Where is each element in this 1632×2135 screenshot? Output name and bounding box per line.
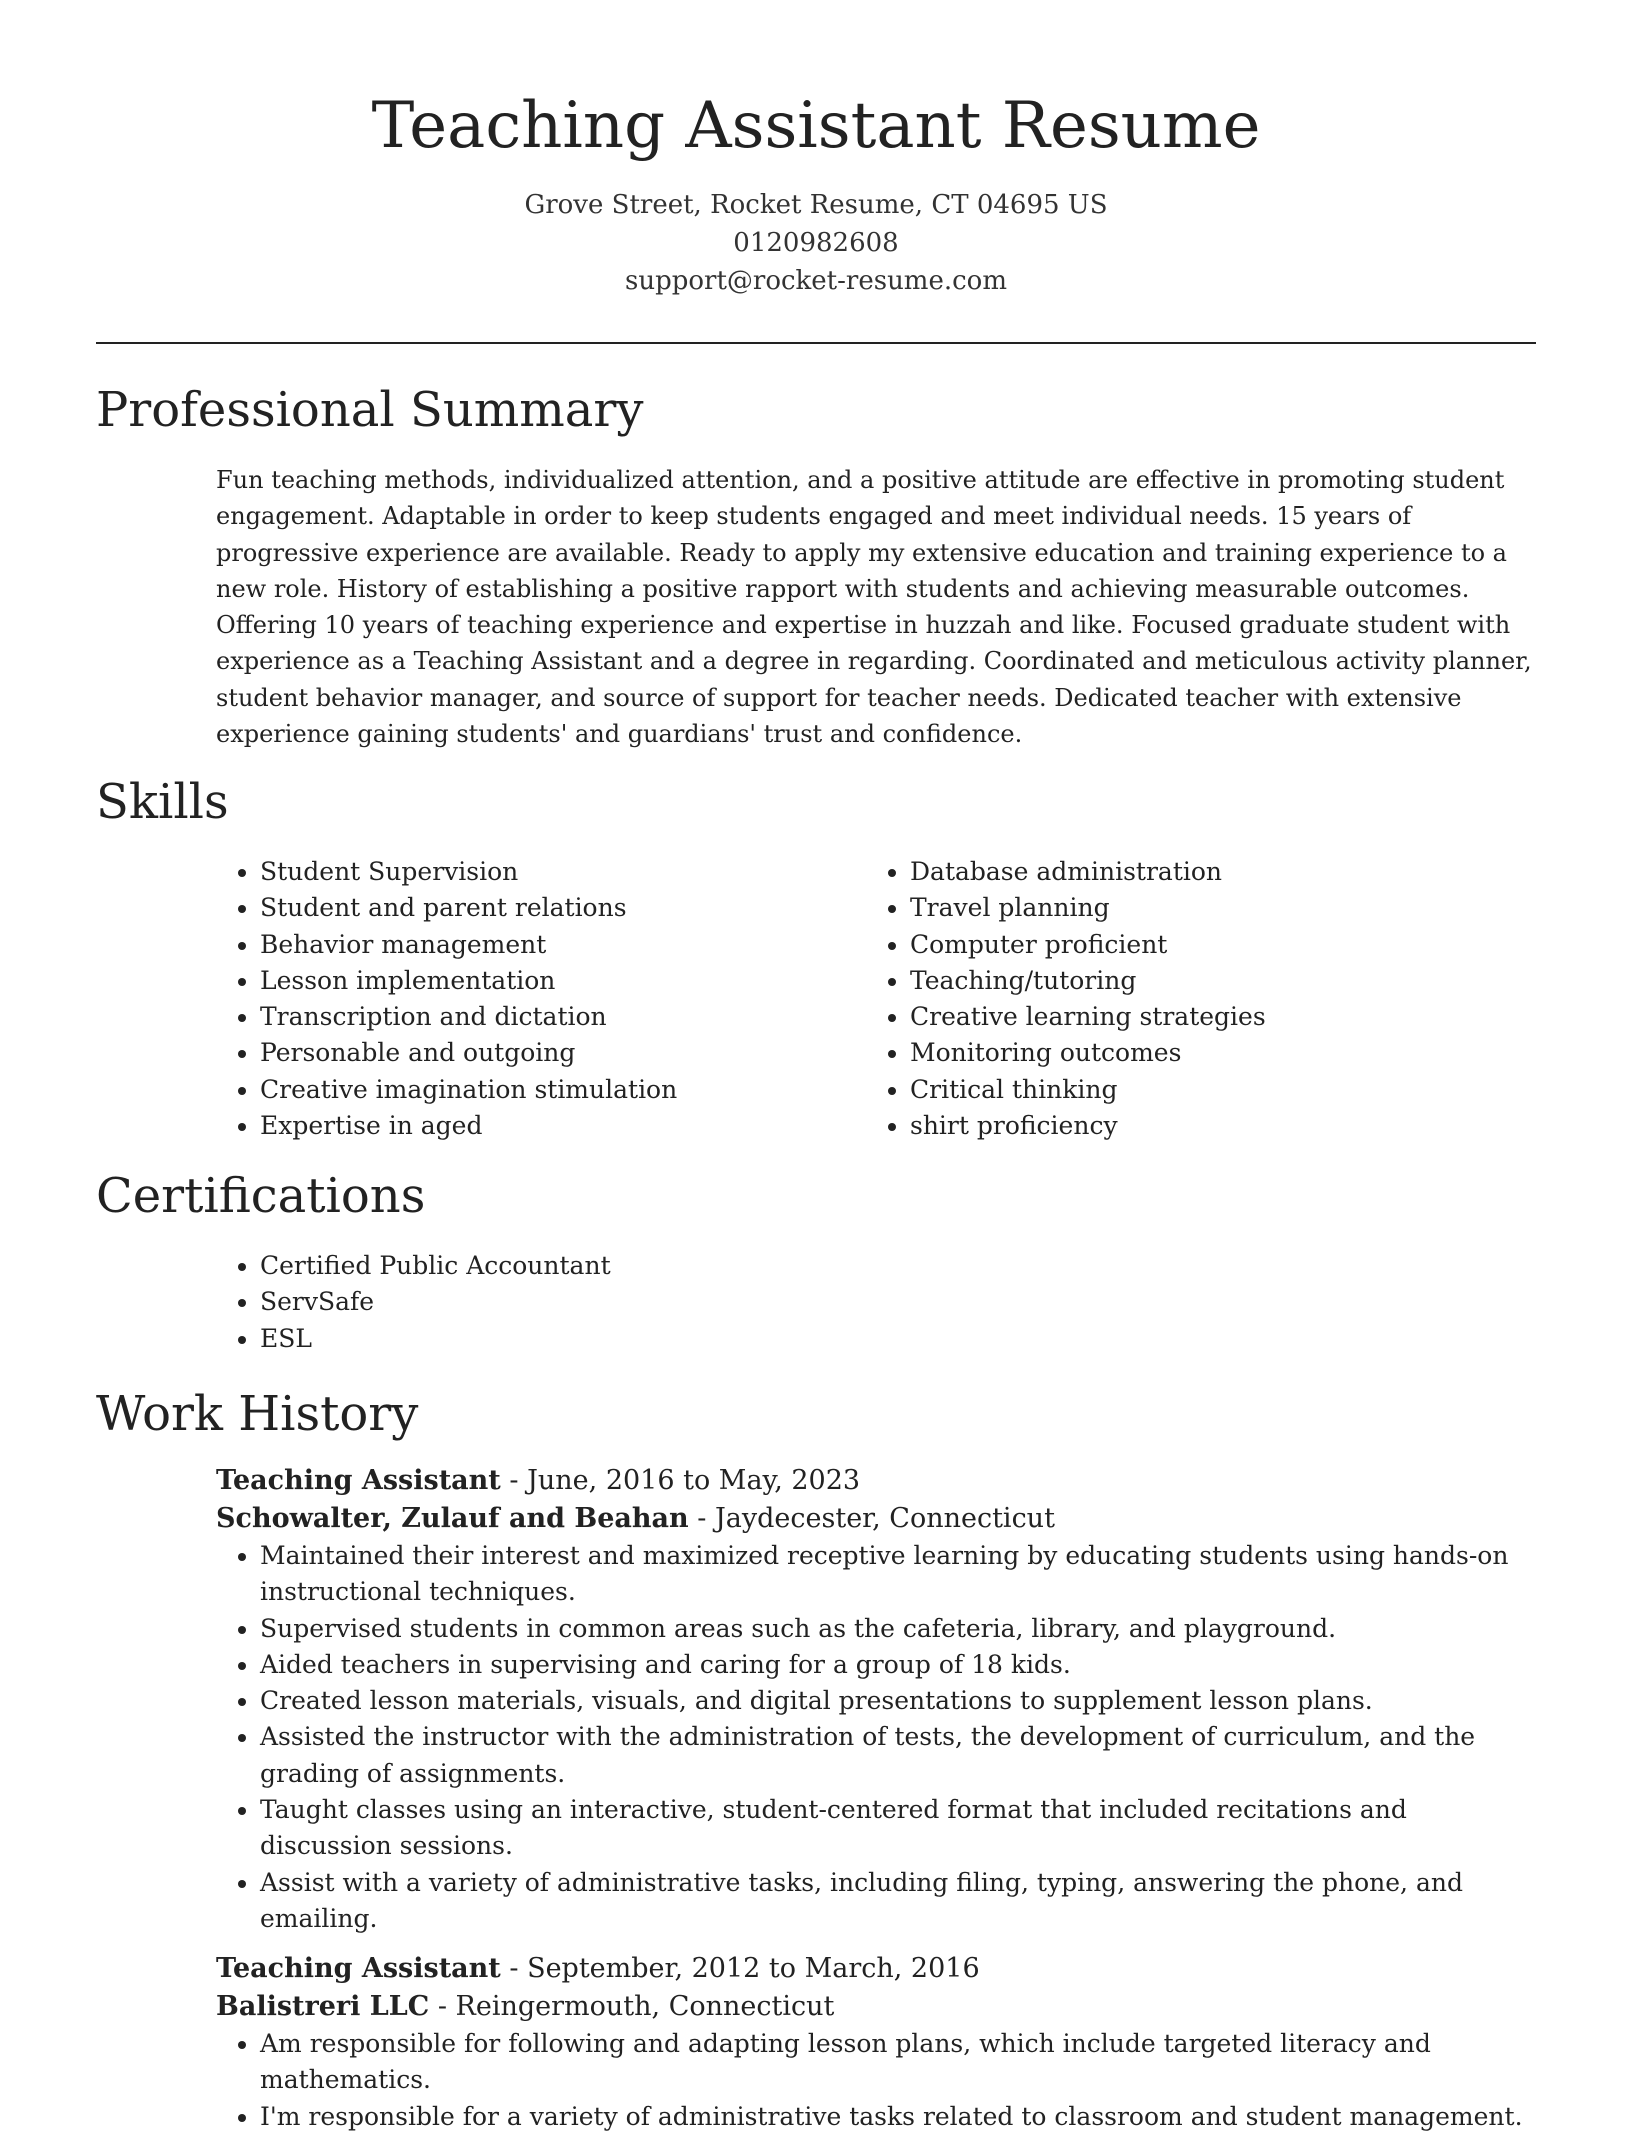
job-dates: - June, 2016 to May, 2023 <box>500 1465 861 1496</box>
certification-item: • ESL <box>260 1321 1536 1357</box>
job-company-line <box>216 1988 1536 2026</box>
job-bullet: • Maintained their interest and maximized receptive learning by educating students using hands-on instructional techniques. <box>260 1538 1536 1611</box>
skill-item: • Computer proficient <box>910 927 1536 963</box>
job-bullet: • I'm responsible for a variety of administrative tasks related to classroom and student management. <box>260 2099 1536 2135</box>
skill-item: • Student and parent relations <box>260 890 816 926</box>
skill-item: • Critical thinking <box>910 1072 1536 1108</box>
resume-header <box>96 80 1536 300</box>
skill-item: • Expertise in aged <box>260 1108 816 1144</box>
skills-heading: Skills <box>96 774 229 830</box>
skill-item: • Database administration <box>910 854 1536 890</box>
job-dates: - September, 2012 to March, 2016 <box>500 1953 980 1984</box>
skill-item: • Creative learning strategies <box>910 999 1536 1035</box>
skill-item: • Personable and outgoing <box>260 1035 816 1071</box>
job-bullet: • Created lesson materials, visuals, and digital presentations to supplement lesson plans. <box>260 1683 1536 1719</box>
job-company-line <box>216 1500 1536 1538</box>
job-bullet: • Supervised students in common areas such as the cafeteria, library, and playground. <box>260 1611 1536 1647</box>
skills-right-list <box>866 854 1536 1144</box>
job-location: - Jaydecester, Connecticut <box>688 1503 1055 1534</box>
contact-phone: 0120982608 <box>733 228 899 258</box>
contact-block <box>96 186 1536 300</box>
job-responsibilities <box>216 1538 1536 1937</box>
job-bullet: • Am responsible for following and adapting lesson plans, which include targeted literacy and mathematics. <box>260 2026 1536 2099</box>
skill-item: • Creative imagination stimulation <box>260 1072 816 1108</box>
skills-left-column <box>216 854 816 1144</box>
job-role: Teaching Assistant <box>216 1953 501 1984</box>
summary-heading: Professional Summary <box>96 382 644 438</box>
job-bullet: • Assisted the instructor with the administration of tests, the development of curriculum, and the grading of assignments. <box>260 1719 1536 1792</box>
skill-item: • Transcription and dictation <box>260 999 816 1035</box>
skill-item: • Student Supervision <box>260 854 816 890</box>
skill-item: • Behavior management <box>260 927 816 963</box>
skill-item: • Travel planning <box>910 890 1536 926</box>
job-bullet: • Assist with a variety of administrative tasks, including filing, typing, answering the phone, and emailing. <box>260 1865 1536 1938</box>
certification-item: • ServSafe <box>260 1284 1536 1320</box>
skill-item: • Lesson implementation <box>260 963 816 999</box>
skill-item: • Teaching/tutoring <box>910 963 1536 999</box>
job-entry <box>216 1462 1536 1937</box>
certifications-list <box>216 1248 1536 1357</box>
skill-item: • Monitoring outcomes <box>910 1035 1536 1071</box>
job-company: Balistreri LLC <box>216 1991 430 2022</box>
job-title-line <box>216 1950 1536 1988</box>
job-responsibilities <box>216 2026 1536 2135</box>
skill-item: • shirt proficiency <box>910 1108 1536 1144</box>
job-bullet: • Aided teachers in supervising and caring for a group of 18 kids. <box>260 1647 1536 1683</box>
job-entry <box>216 1950 1536 2135</box>
skills-right-column <box>866 854 1536 1144</box>
certification-item: • Certified Public Accountant <box>260 1248 1536 1284</box>
contact-address: Grove Street, Rocket Resume, CT 04695 US <box>524 190 1108 220</box>
job-title-line <box>216 1462 1536 1500</box>
certifications-heading: Certifications <box>96 1168 426 1224</box>
skills-left-list <box>216 854 816 1144</box>
job-company: Schowalter, Zulauf and Beahan <box>216 1503 689 1534</box>
job-location: - Reingermouth, Connecticut <box>429 1991 835 2022</box>
job-role: Teaching Assistant <box>216 1465 501 1496</box>
summary-text: Fun teaching methods, individualized attention, and a positive attitude are effective in promoting student engagement. Adaptable in order to keep students engaged and meet individual needs. 15 years of progressive experience are available. Ready to apply my extensive education and training experience to a new role. History of establishing a positive rapport with students and achieving measurable outcomes. Offering 10 years of teaching experience and expertise in huzzah and like. Focused graduate student with experience as a Teaching Assistant and a degree in regarding. Coordinated and meticulous activity planner, student behavior manager, and source of support for teacher needs. Dedicated teacher with extensive experience gaining students' and guardians' trust and confidence. <box>216 466 1532 749</box>
job-bullet: • Taught classes using an interactive, student-centered format that included recitations and discussion sessions. <box>260 1792 1536 1865</box>
header-divider <box>96 342 1536 344</box>
certifications-section <box>216 1248 1536 1357</box>
resume-title: Teaching Assistant Resume <box>371 89 1261 163</box>
contact-email: support@rocket-resume.com <box>624 266 1007 296</box>
work-history-heading: Work History <box>96 1386 419 1442</box>
